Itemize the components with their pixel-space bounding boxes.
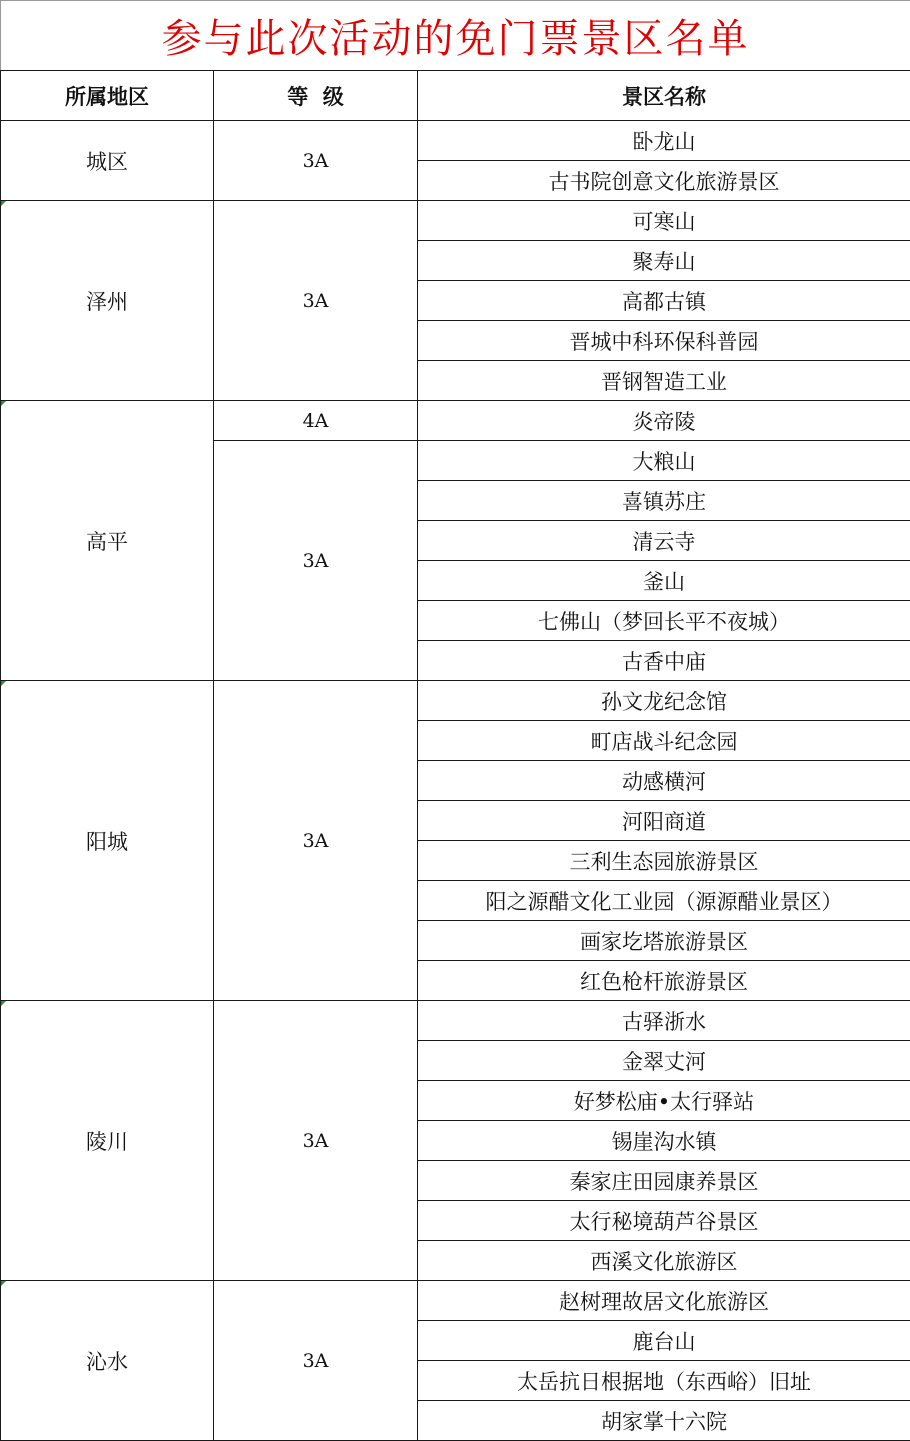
table-row <box>1 681 910 721</box>
spot-name-cell: 聚寿山 <box>418 241 910 281</box>
spot-name-cell: 锡崖沟水镇 <box>418 1121 910 1161</box>
cell-comment-marker <box>1 681 6 686</box>
spot-name-cell: 七佛山（梦回长平不夜城） <box>418 601 910 641</box>
spot-name-cell: 町店战斗纪念园 <box>418 721 910 761</box>
region-cell <box>1 401 214 681</box>
spot-name-cell: 釜山 <box>418 561 910 601</box>
region-label: 泽州 <box>86 289 128 314</box>
cell-comment-marker <box>1 1281 6 1286</box>
cell-comment-marker <box>1 201 6 206</box>
spot-name-cell: 三利生态园旅游景区 <box>418 841 910 881</box>
grade-cell: 3A <box>214 1281 418 1441</box>
spot-name-cell: 画家圪塔旅游景区 <box>418 921 910 961</box>
region-cell <box>1 121 214 201</box>
spot-name-cell: 鹿台山 <box>418 1321 910 1361</box>
spot-name-cell: 金翠丈河 <box>418 1041 910 1081</box>
spot-name-cell: 胡家掌十六院 <box>418 1401 910 1441</box>
table-row <box>1 201 910 241</box>
spot-name-cell: 晋钢智造工业 <box>418 361 910 401</box>
cell-comment-marker <box>1 1001 6 1006</box>
region-label: 阳城 <box>86 829 128 854</box>
region-label: 高平 <box>86 529 128 554</box>
spot-name-cell: 西溪文化旅游区 <box>418 1241 910 1281</box>
header-grade: 等 级 <box>214 71 418 121</box>
spot-name-cell: 高都古镇 <box>418 281 910 321</box>
grade-cell: 3A <box>214 441 418 681</box>
grade-cell: 3A <box>214 121 418 201</box>
spot-name-cell: 太岳抗日根据地（东西峪）旧址 <box>418 1361 910 1401</box>
spot-name-cell: 河阳商道 <box>418 801 910 841</box>
spot-name-cell: 可寒山 <box>418 201 910 241</box>
header-spot-name: 景区名称 <box>418 71 910 121</box>
spot-name-cell: 孙文龙纪念馆 <box>418 681 910 721</box>
grade-cell: 3A <box>214 1001 418 1281</box>
spot-name-cell: 秦家庄田园康养景区 <box>418 1161 910 1201</box>
table-row <box>1 401 910 441</box>
spot-name-cell: 古书院创意文化旅游景区 <box>418 161 910 201</box>
cell-comment-marker <box>1 401 6 406</box>
spot-name-cell: 清云寺 <box>418 521 910 561</box>
header-row <box>1 71 910 121</box>
table-row <box>1 121 910 161</box>
spot-name-cell: 动感横河 <box>418 761 910 801</box>
grade-cell: 3A <box>214 681 418 1001</box>
page-title: 参与此次活动的免门票景区名单 <box>0 0 910 70</box>
spot-name-cell: 晋城中科环保科普园 <box>418 321 910 361</box>
region-cell <box>1 1281 214 1441</box>
scenic-spot-table <box>0 70 910 1441</box>
region-cell <box>1 201 214 401</box>
spot-name-cell: 太行秘境葫芦谷景区 <box>418 1201 910 1241</box>
spot-name-cell: 阳之源醋文化工业园（源源醋业景区） <box>418 881 910 921</box>
grade-cell: 4A <box>214 401 418 441</box>
spot-name-cell: 炎帝陵 <box>418 401 910 441</box>
region-label: 沁水 <box>86 1349 128 1374</box>
spot-name-cell: 好梦松庙•太行驿站 <box>418 1081 910 1121</box>
spot-name-cell: 卧龙山 <box>418 121 910 161</box>
header-region: 所属地区 <box>1 71 214 121</box>
spot-name-cell: 古香中庙 <box>418 641 910 681</box>
grade-cell: 3A <box>214 201 418 401</box>
region-cell <box>1 1001 214 1281</box>
spot-name-cell: 红色枪杆旅游景区 <box>418 961 910 1001</box>
region-label: 城区 <box>86 149 128 174</box>
spot-name-cell: 喜镇苏庄 <box>418 481 910 521</box>
region-cell <box>1 681 214 1001</box>
table-row <box>1 1001 910 1041</box>
spot-name-cell: 赵树理故居文化旅游区 <box>418 1281 910 1321</box>
spot-name-cell: 古驿浙水 <box>418 1001 910 1041</box>
region-label: 陵川 <box>86 1129 128 1154</box>
table-row <box>1 1281 910 1321</box>
spot-name-cell: 大粮山 <box>418 441 910 481</box>
table-body <box>1 121 910 1441</box>
